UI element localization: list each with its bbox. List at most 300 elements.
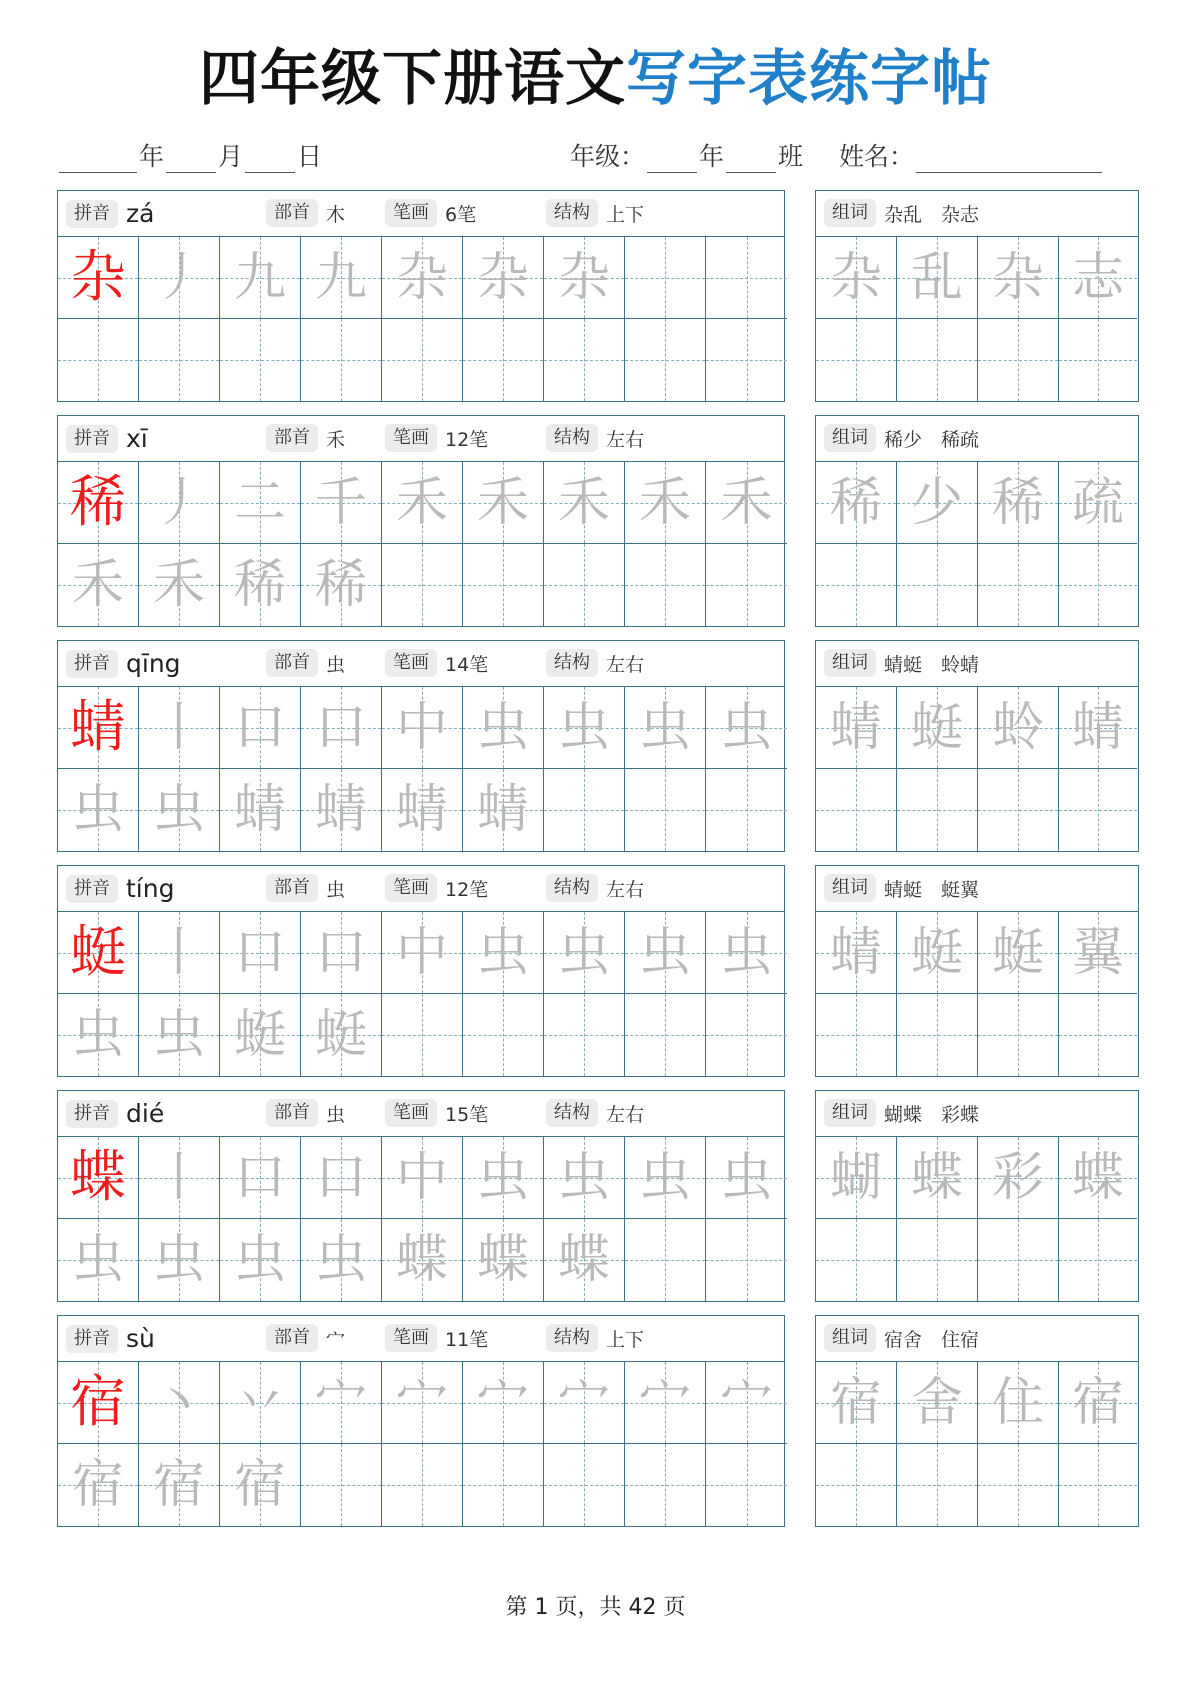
practice-cell[interactable] xyxy=(382,687,463,769)
structure-field xyxy=(546,874,644,902)
word-cell[interactable] xyxy=(816,1137,897,1219)
practice-cell[interactable] xyxy=(382,462,463,544)
practice-cell[interactable] xyxy=(58,1219,139,1301)
practice-cell[interactable] xyxy=(58,319,139,401)
practice-cell[interactable] xyxy=(463,462,544,544)
practice-cell[interactable] xyxy=(544,319,625,401)
practice-cell[interactable] xyxy=(625,687,706,769)
word-cell[interactable] xyxy=(816,237,897,319)
structure-field xyxy=(546,1324,644,1352)
stroke-order-character: 口 xyxy=(233,1147,286,1208)
word-cell[interactable] xyxy=(978,544,1059,626)
practice-cell[interactable] xyxy=(706,544,787,626)
practice-cell[interactable] xyxy=(544,1137,625,1219)
stroke-practice-panel xyxy=(57,415,785,627)
character-block xyxy=(57,190,1139,402)
word-cell[interactable] xyxy=(897,237,978,319)
pinyin-field xyxy=(66,424,148,453)
word-header xyxy=(816,191,1138,237)
year-label: 年 xyxy=(139,142,165,171)
practice-cell[interactable] xyxy=(625,237,706,319)
structure-tag: 结构 xyxy=(546,874,598,902)
pinyin-value: zá xyxy=(126,199,155,228)
word-cell[interactable] xyxy=(897,994,978,1076)
pinyin-tag: 拼音 xyxy=(66,650,118,678)
word-character: 乱 xyxy=(910,247,963,308)
radical-tag: 部首 xyxy=(266,649,318,677)
word-cell[interactable] xyxy=(978,319,1059,401)
word-cell[interactable] xyxy=(816,462,897,544)
stroke-count-field xyxy=(385,424,488,452)
word-practice-panel xyxy=(815,1315,1139,1527)
practice-cell[interactable] xyxy=(139,1137,220,1219)
practice-cell[interactable] xyxy=(544,1362,625,1444)
stroke-practice-panel xyxy=(57,190,785,402)
stroke-count-field xyxy=(385,649,488,677)
stroke-order-character: 蝶 xyxy=(476,1230,529,1290)
practice-cell[interactable] xyxy=(301,462,382,544)
structure-tag: 结构 xyxy=(546,1324,598,1352)
page-title xyxy=(0,40,1191,118)
word-cell[interactable] xyxy=(897,1362,978,1444)
word-cell[interactable] xyxy=(1059,1362,1137,1444)
word-character: 宿 xyxy=(829,1372,882,1433)
practice-cell[interactable] xyxy=(463,769,544,851)
practice-cell[interactable] xyxy=(706,687,787,769)
structure-tag: 结构 xyxy=(546,1099,598,1127)
stroke-order-character: 蜓 xyxy=(314,1005,367,1065)
name-label: 姓名： xyxy=(839,142,915,171)
word-practice-panel xyxy=(815,415,1139,627)
word-character: 疏 xyxy=(1071,472,1124,533)
word-cell[interactable] xyxy=(978,994,1059,1076)
radical-field xyxy=(266,1324,345,1352)
stroke-order-character: 虫 xyxy=(476,1147,529,1208)
practice-cell[interactable] xyxy=(463,912,544,994)
practice-cell[interactable] xyxy=(139,1219,220,1301)
practice-cell[interactable] xyxy=(139,544,220,626)
stroke-count-value: 12笔 xyxy=(445,428,489,451)
stroke-practice-panel xyxy=(57,1315,785,1527)
practice-cell[interactable] xyxy=(139,1444,220,1526)
practice-cell[interactable] xyxy=(625,462,706,544)
word-character: 舍 xyxy=(910,1372,963,1433)
word-cell[interactable] xyxy=(1059,544,1137,626)
words-value: 宿舍 住宿 xyxy=(884,1328,980,1351)
stroke-order-character: 二 xyxy=(233,472,286,533)
structure-value: 左右 xyxy=(606,1103,645,1126)
structure-value: 上下 xyxy=(606,1328,645,1351)
practice-cell[interactable] xyxy=(58,687,139,769)
word-cell[interactable] xyxy=(897,687,978,769)
structure-field xyxy=(546,1099,644,1127)
stroke-order-character: 禾 xyxy=(71,555,124,615)
radical-value: 宀 xyxy=(326,1328,346,1351)
practice-cell[interactable] xyxy=(463,319,544,401)
stroke-order-character: 虫 xyxy=(476,697,529,758)
stroke-order-character: 口 xyxy=(233,697,286,758)
word-cell[interactable] xyxy=(978,237,1059,319)
pinyin-field xyxy=(66,874,174,903)
words-value: 稀少 稀疏 xyxy=(884,428,980,451)
stroke-order-character: 口 xyxy=(233,922,286,983)
practice-cell[interactable] xyxy=(139,994,220,1076)
words-tag: 组词 xyxy=(824,199,876,227)
word-cell[interactable] xyxy=(1059,769,1137,851)
name-blank[interactable] xyxy=(916,142,1102,173)
pinyin-value: qīng xyxy=(126,649,181,678)
radical-field xyxy=(266,874,345,902)
pinyin-value: dié xyxy=(126,1099,165,1128)
stroke-order-character: 口 xyxy=(314,922,367,983)
grade-blank[interactable] xyxy=(647,142,697,173)
word-character: 稀 xyxy=(991,472,1044,533)
word-practice-panel xyxy=(815,640,1139,852)
stroke-order-character: 宀 xyxy=(638,1372,691,1433)
practice-cell[interactable] xyxy=(706,1219,787,1301)
practice-cell[interactable] xyxy=(301,912,382,994)
practice-cell[interactable] xyxy=(220,462,301,544)
stroke-order-character: 禾 xyxy=(720,472,773,533)
stroke-order-character: 禾 xyxy=(152,555,205,615)
structure-tag: 结构 xyxy=(546,199,598,227)
stroke-order-character: 虫 xyxy=(152,1230,205,1290)
practice-cell[interactable] xyxy=(625,912,706,994)
stroke-order-character: 虫 xyxy=(720,922,773,983)
practice-cell[interactable] xyxy=(220,769,301,851)
day-label: 日 xyxy=(297,142,323,171)
practice-cell[interactable] xyxy=(139,912,220,994)
radical-tag: 部首 xyxy=(266,874,318,902)
practice-cell[interactable] xyxy=(625,769,706,851)
words-tag: 组词 xyxy=(824,874,876,902)
practice-cell[interactable] xyxy=(706,912,787,994)
character-block xyxy=(57,640,1139,852)
grade-label: 年级： xyxy=(570,142,646,171)
word-cell[interactable] xyxy=(1059,462,1137,544)
practice-cell[interactable] xyxy=(463,994,544,1076)
stroke-count-value: 11笔 xyxy=(445,1328,489,1351)
practice-cell[interactable] xyxy=(463,1362,544,1444)
practice-cell[interactable] xyxy=(220,687,301,769)
class-blank[interactable] xyxy=(726,142,776,173)
stroke-count-value: 6笔 xyxy=(445,203,477,226)
practice-cell[interactable] xyxy=(58,912,139,994)
stroke-count-tag: 笔画 xyxy=(385,424,437,452)
practice-cell[interactable] xyxy=(301,237,382,319)
word-cell[interactable] xyxy=(897,544,978,626)
practice-cell[interactable] xyxy=(706,769,787,851)
practice-cell[interactable] xyxy=(139,462,220,544)
structure-field xyxy=(546,424,644,452)
word-cell[interactable] xyxy=(1059,912,1137,994)
practice-cell[interactable] xyxy=(706,994,787,1076)
word-cell[interactable] xyxy=(1059,1137,1137,1219)
word-cell[interactable] xyxy=(1059,1444,1137,1526)
word-cell[interactable] xyxy=(897,1444,978,1526)
practice-cell[interactable] xyxy=(463,1219,544,1301)
practice-cell[interactable] xyxy=(58,237,139,319)
radical-tag: 部首 xyxy=(266,424,318,452)
word-cell[interactable] xyxy=(897,912,978,994)
model-character: 蜻 xyxy=(70,694,126,760)
character-info-header xyxy=(58,191,784,237)
stroke-order-character: 虫 xyxy=(152,780,205,840)
practice-cell[interactable] xyxy=(301,994,382,1076)
practice-cell[interactable] xyxy=(463,544,544,626)
word-cell[interactable] xyxy=(816,1219,897,1301)
radical-field xyxy=(266,1099,345,1127)
word-cell[interactable] xyxy=(897,1137,978,1219)
word-character: 宿 xyxy=(1071,1372,1124,1433)
practice-cell[interactable] xyxy=(625,1219,706,1301)
words-value: 蜻蜓 蜓翼 xyxy=(884,878,980,901)
pinyin-field xyxy=(66,1099,164,1128)
practice-cell[interactable] xyxy=(220,1362,301,1444)
practice-cell[interactable] xyxy=(382,1362,463,1444)
stroke-order-character: 千 xyxy=(314,472,367,533)
practice-cell[interactable] xyxy=(382,1137,463,1219)
structure-value: 左右 xyxy=(606,653,645,676)
structure-value: 上下 xyxy=(606,203,645,226)
practice-cell[interactable] xyxy=(625,544,706,626)
stroke-order-character: 虫 xyxy=(233,1230,286,1290)
word-cell[interactable] xyxy=(978,1444,1059,1526)
practice-cell[interactable] xyxy=(544,994,625,1076)
practice-cell[interactable] xyxy=(301,1137,382,1219)
word-cell[interactable] xyxy=(897,319,978,401)
model-character: 杂 xyxy=(70,244,126,310)
stroke-order-character: 虫 xyxy=(720,1147,773,1208)
practice-cell[interactable] xyxy=(220,912,301,994)
pinyin-tag: 拼音 xyxy=(66,1100,118,1128)
practice-cell[interactable] xyxy=(625,1137,706,1219)
practice-cell[interactable] xyxy=(544,912,625,994)
practice-cell[interactable] xyxy=(301,1219,382,1301)
character-info-header xyxy=(58,1091,784,1137)
words-field xyxy=(824,199,979,227)
character-block xyxy=(57,865,1139,1077)
word-practice-panel xyxy=(815,1090,1139,1302)
word-cell[interactable] xyxy=(816,994,897,1076)
word-cell[interactable] xyxy=(978,462,1059,544)
stroke-order-character: 丶 xyxy=(152,1372,205,1433)
practice-cell[interactable] xyxy=(382,1219,463,1301)
practice-cell[interactable] xyxy=(382,544,463,626)
word-cell[interactable] xyxy=(978,1137,1059,1219)
stroke-order-character: 宀 xyxy=(314,1372,367,1433)
practice-cell[interactable] xyxy=(625,994,706,1076)
practice-cell[interactable] xyxy=(139,769,220,851)
word-cell[interactable] xyxy=(978,1219,1059,1301)
word-cell[interactable] xyxy=(897,769,978,851)
practice-cell[interactable] xyxy=(706,1444,787,1526)
practice-cell[interactable] xyxy=(463,1444,544,1526)
word-character: 住 xyxy=(991,1372,1044,1433)
practice-cell[interactable] xyxy=(220,994,301,1076)
character-block xyxy=(57,415,1139,627)
practice-cell[interactable] xyxy=(544,1444,625,1526)
word-character: 蜓 xyxy=(991,922,1044,983)
word-cell[interactable] xyxy=(1059,687,1137,769)
stroke-order-character: 虫 xyxy=(720,697,773,758)
practice-cell[interactable] xyxy=(301,1444,382,1526)
practice-cell[interactable] xyxy=(463,237,544,319)
words-tag: 组词 xyxy=(824,1099,876,1127)
stroke-order-character: 中 xyxy=(395,922,448,983)
character-info-header xyxy=(58,866,784,912)
practice-cell[interactable] xyxy=(544,769,625,851)
practice-cell[interactable] xyxy=(220,319,301,401)
practice-cell[interactable] xyxy=(58,1444,139,1526)
practice-cell[interactable] xyxy=(625,1444,706,1526)
practice-cell[interactable] xyxy=(220,1219,301,1301)
stroke-count-value: 15笔 xyxy=(445,1103,489,1126)
practice-cell[interactable] xyxy=(139,1362,220,1444)
pinyin-field xyxy=(66,1324,155,1353)
word-cell[interactable] xyxy=(1059,319,1137,401)
practice-cell[interactable] xyxy=(706,319,787,401)
words-field xyxy=(824,874,979,902)
practice-cell[interactable] xyxy=(544,1219,625,1301)
stroke-order-character: 宀 xyxy=(476,1372,529,1433)
practice-cell[interactable] xyxy=(706,1362,787,1444)
word-cell[interactable] xyxy=(816,319,897,401)
practice-cell[interactable] xyxy=(301,544,382,626)
word-cell[interactable] xyxy=(816,912,897,994)
practice-cell[interactable] xyxy=(382,319,463,401)
structure-value: 左右 xyxy=(606,428,645,451)
pinyin-tag: 拼音 xyxy=(66,200,118,228)
radical-value: 禾 xyxy=(326,428,346,451)
word-practice-panel xyxy=(815,865,1139,1077)
stroke-order-character: 杂 xyxy=(557,247,610,308)
stroke-order-character: 稀 xyxy=(314,555,367,615)
structure-tag: 结构 xyxy=(546,649,598,677)
words-value: 蝴蝶 彩蝶 xyxy=(884,1103,980,1126)
practice-cell[interactable] xyxy=(706,237,787,319)
practice-cell[interactable] xyxy=(139,319,220,401)
practice-cell[interactable] xyxy=(382,994,463,1076)
practice-cell[interactable] xyxy=(544,237,625,319)
word-cell[interactable] xyxy=(1059,237,1137,319)
words-tag: 组词 xyxy=(824,424,876,452)
practice-cell[interactable] xyxy=(463,687,544,769)
stroke-order-character: 丨 xyxy=(152,922,205,983)
word-cell[interactable] xyxy=(816,544,897,626)
practice-cell[interactable] xyxy=(139,687,220,769)
word-cell[interactable] xyxy=(978,769,1059,851)
word-cell[interactable] xyxy=(1059,994,1137,1076)
word-character: 蜻 xyxy=(829,922,882,983)
title-blue-part: 写字表练字帖 xyxy=(626,44,992,114)
practice-cell[interactable] xyxy=(382,769,463,851)
practice-cell[interactable] xyxy=(220,237,301,319)
practice-cell[interactable] xyxy=(382,912,463,994)
word-cell[interactable] xyxy=(816,1362,897,1444)
word-cell[interactable] xyxy=(816,1444,897,1526)
practice-cell[interactable] xyxy=(139,237,220,319)
radical-tag: 部首 xyxy=(266,199,318,227)
stroke-order-character: 杂 xyxy=(476,247,529,308)
model-character: 稀 xyxy=(70,469,126,535)
pinyin-value: xī xyxy=(126,424,148,453)
character-info-header xyxy=(58,416,784,462)
word-character: 彩 xyxy=(991,1147,1044,1208)
pinyin-value: tíng xyxy=(126,874,175,903)
practice-cell[interactable] xyxy=(301,319,382,401)
stroke-order-character: 中 xyxy=(395,1147,448,1208)
word-header xyxy=(816,1091,1138,1137)
practice-cell[interactable] xyxy=(220,1444,301,1526)
word-character: 志 xyxy=(1071,247,1124,308)
practice-cell[interactable] xyxy=(301,769,382,851)
stroke-order-character: 宀 xyxy=(395,1372,448,1433)
radical-tag: 部首 xyxy=(266,1324,318,1352)
practice-cell[interactable] xyxy=(220,1137,301,1219)
practice-cell[interactable] xyxy=(544,544,625,626)
word-cell[interactable] xyxy=(897,462,978,544)
practice-cell[interactable] xyxy=(58,544,139,626)
pinyin-tag: 拼音 xyxy=(66,425,118,453)
practice-cell[interactable] xyxy=(463,1137,544,1219)
word-practice-panel xyxy=(815,190,1139,402)
stroke-order-character: 虫 xyxy=(71,780,124,840)
word-cell[interactable] xyxy=(897,1219,978,1301)
practice-cell[interactable] xyxy=(58,769,139,851)
practice-cell[interactable] xyxy=(544,462,625,544)
word-cell[interactable] xyxy=(978,687,1059,769)
practice-cell[interactable] xyxy=(625,1362,706,1444)
practice-cell[interactable] xyxy=(706,1137,787,1219)
practice-cell[interactable] xyxy=(382,237,463,319)
stroke-order-character: 杂 xyxy=(395,247,448,308)
practice-cell[interactable] xyxy=(58,994,139,1076)
stroke-order-character: 宀 xyxy=(557,1372,610,1433)
stroke-count-field xyxy=(385,199,476,227)
word-cell[interactable] xyxy=(1059,1219,1137,1301)
radical-field xyxy=(266,199,345,227)
word-cell[interactable] xyxy=(816,769,897,851)
practice-cell[interactable] xyxy=(220,544,301,626)
practice-cell[interactable] xyxy=(58,1137,139,1219)
practice-cell[interactable] xyxy=(706,462,787,544)
stroke-order-character: 丷 xyxy=(233,1372,286,1433)
practice-cell[interactable] xyxy=(625,319,706,401)
practice-cell[interactable] xyxy=(58,462,139,544)
word-cell[interactable] xyxy=(978,1362,1059,1444)
practice-cell[interactable] xyxy=(382,1444,463,1526)
month-blank[interactable] xyxy=(166,142,216,173)
year-blank[interactable] xyxy=(59,142,137,173)
word-character: 蝶 xyxy=(1071,1147,1124,1208)
practice-cell[interactable] xyxy=(301,687,382,769)
stroke-order-character: 虫 xyxy=(638,922,691,983)
words-field xyxy=(824,424,979,452)
stroke-order-character: 虫 xyxy=(71,1005,124,1065)
radical-value: 虫 xyxy=(326,653,346,676)
word-cell[interactable] xyxy=(816,687,897,769)
date-fields xyxy=(57,133,322,173)
practice-cell[interactable] xyxy=(544,687,625,769)
structure-value: 左右 xyxy=(606,878,645,901)
model-character: 蝶 xyxy=(70,1144,126,1210)
practice-cell[interactable] xyxy=(58,1362,139,1444)
word-cell[interactable] xyxy=(978,912,1059,994)
day-blank[interactable] xyxy=(245,142,295,173)
practice-cell[interactable] xyxy=(301,1362,382,1444)
word-character: 蜻 xyxy=(829,697,882,758)
